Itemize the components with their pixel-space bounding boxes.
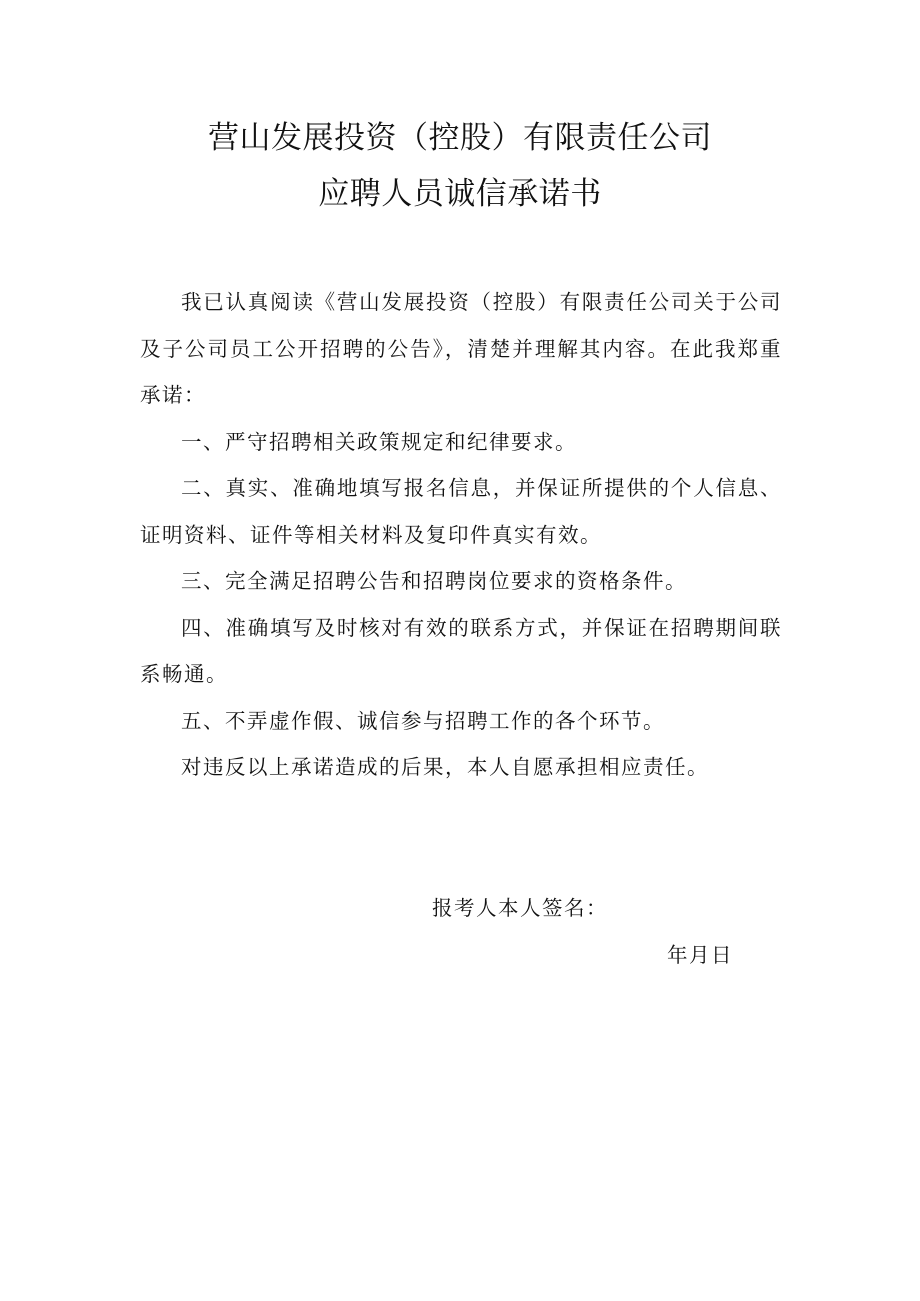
pledge-item-3: 三、完全满足招聘公告和招聘岗位要求的资格条件。	[181, 569, 687, 593]
date-label: 年月日	[667, 943, 733, 967]
pledge-item-4: 四、准确填写及时核对有效的联系方式，并保证在招聘期间联系畅通。	[140, 615, 782, 686]
pledge-item-5: 五、不弄虚作假、诚信参与招聘工作的各个环节。	[181, 708, 665, 733]
pledge-item-1: 一、严守招聘相关政策规定和纪律要求。	[181, 429, 577, 454]
document-title-pledge: 应聘人员诚信承诺书	[318, 176, 602, 212]
document-title-company: 营山发展投资（控股）有限责任公司	[208, 120, 712, 156]
liability-statement: 对违反以上承诺造成的后果，本人自愿承担相应责任。	[181, 755, 709, 779]
signature-label: 报考人本人签名：	[432, 896, 608, 920]
pledge-item-2: 二、真实、准确地填写报名信息，并保证所提供的个人信息、证明资料、证件等相关材料及复印件真实有效。	[140, 476, 782, 547]
intro-paragraph: 我已认真阅读《营山发展投资（控股）有限责任公司关于公司及子公司员工公开招聘的公告》，清楚并理解其内容。在此我郑重承诺：	[140, 290, 782, 407]
document-body	[140, 279, 782, 791]
